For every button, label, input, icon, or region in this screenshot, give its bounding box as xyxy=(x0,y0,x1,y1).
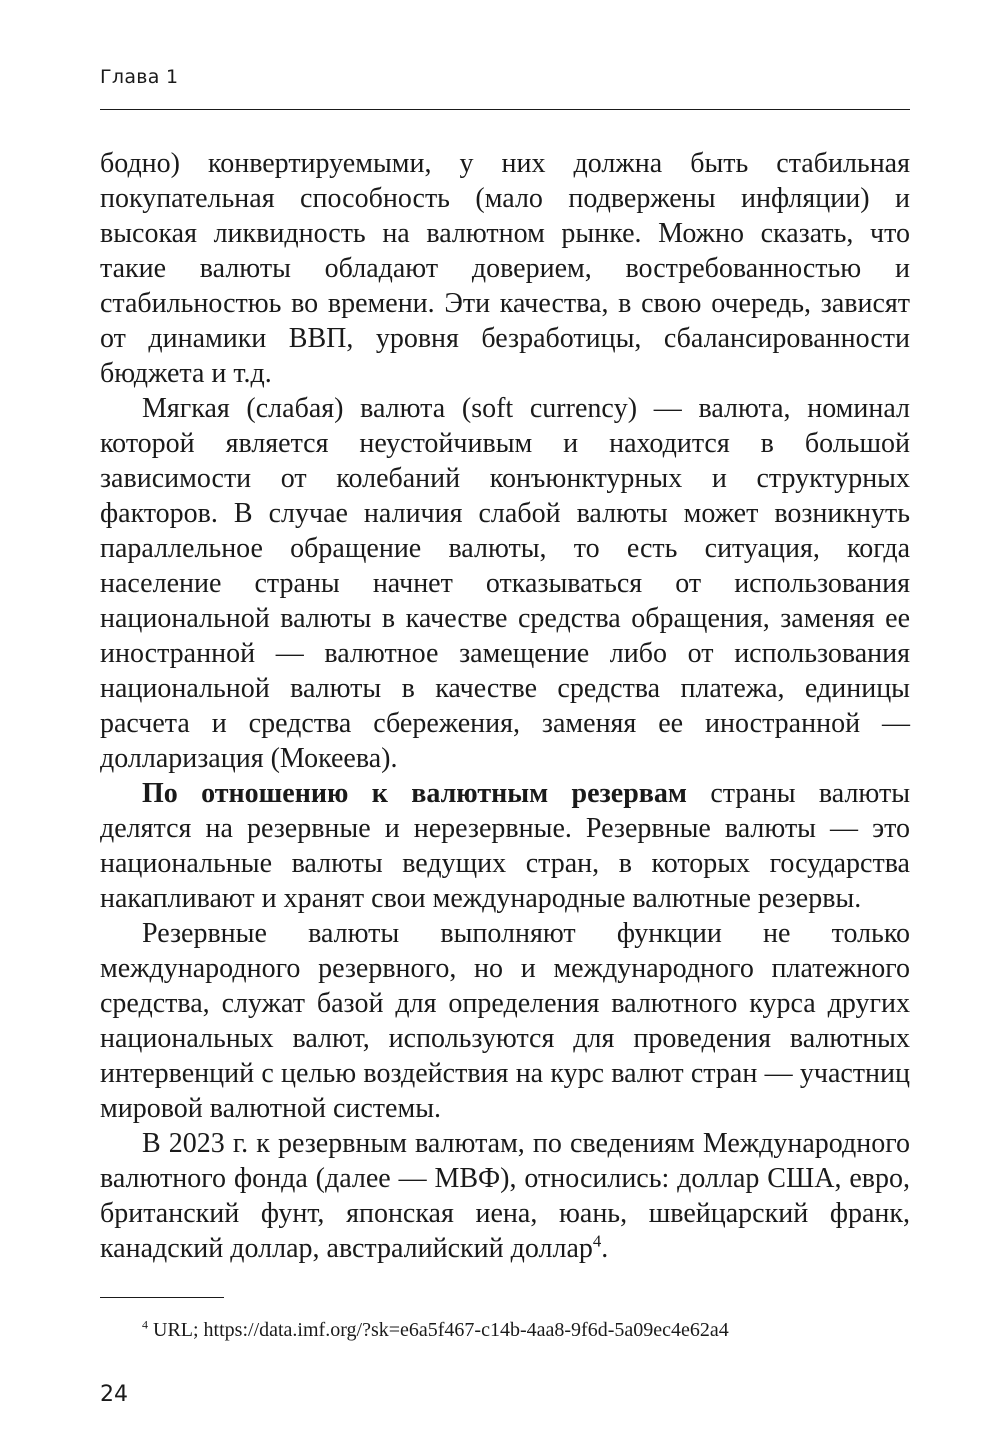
page-number: 24 xyxy=(100,1382,128,1407)
paragraph-reserve-functions: Резервные валюты выполняют функции не только международного резервного, но и международного платежного средства, служат базой для определения валютного курса других национальных валют, используются для проведения валютных интервенций с целью воздействия на курс валют стран — участниц мировой валютной системы. xyxy=(100,918,910,1124)
running-head: Глава 1 xyxy=(100,66,179,88)
paragraph-continuation: бодно) конвертируемыми, у них должна быть стабильная покупательная способность (мало подвержены инфляции) и высокая ликвидность на валютном рынке. Можно сказать, что такие валюты обладают доверием, востребованностью и стабильностюь во времени. Эти качества, в свою очередь, зависят от динамики ВВП, уровня безработицы, сбалансированности бюджета и т.д. xyxy=(100,148,910,389)
footnote-text[interactable]: URL; https://data.imf.org/?sk=e6a5f467-c14b-4aa8-9f6d-5a09ec4e62a4 xyxy=(148,1319,729,1341)
paragraph-reserve-currencies xyxy=(100,776,910,916)
bold-lead-phrase: По отношению к валютным резервам xyxy=(142,778,687,809)
paragraph-soft-currency: Мягкая (слабая) валюта (soft currency) — валюта, номинал которой является неустойчивым и находится в большой зависимости от колебаний конъюнктурных и структурных факторов. В случае наличия слабой валюты может возникнуть параллельное обращение валюты, то есть ситуация, когда население страны начнет отказываться от использования национальной валюты в качестве средства обращения, заменяя ее иностранной — валютное замещение либо от использования национальной валюты в качестве средства платежа, единицы расчета и средства сбережения, заменяя ее иностранной — долларизация (Мокеева). xyxy=(100,393,910,774)
footnote-rule xyxy=(100,1297,224,1298)
header-rule xyxy=(100,109,910,110)
paragraph-text: В 2023 г. к резервным валютам, по сведениям Международного валютного фонда (далее — МВФ), относились: доллар США, евро, британский фунт, японская иена, юань, швейцарский франк, канадский доллар, австралийский доллар xyxy=(100,1128,910,1264)
page-body xyxy=(100,146,910,1266)
paragraph-imf-list xyxy=(100,1126,910,1266)
paragraph-end: . xyxy=(601,1233,609,1264)
footnote-reference[interactable]: 4 xyxy=(592,1231,602,1251)
footnote-marker: 4 xyxy=(142,1317,148,1332)
paragraph-text: страны валюты делятся на резервные и нерезервные. Резервные валюты — это национальные валюты ведущих стран, в которых государства накапливают и хранят свои международные валютные резервы. xyxy=(100,778,911,914)
footnote xyxy=(142,1318,910,1342)
